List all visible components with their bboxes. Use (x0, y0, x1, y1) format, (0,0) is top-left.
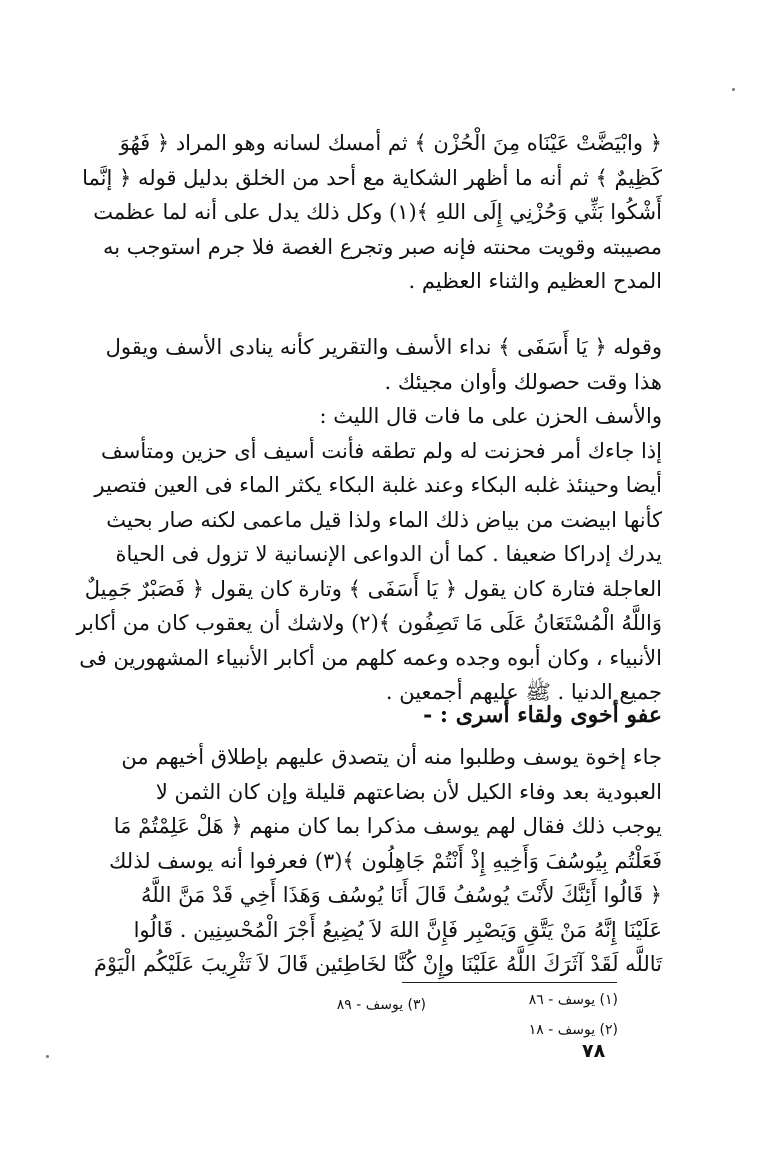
text-line: يدرك إدراكا ضعيفا . كما أن الدواعى الإنسانية لا تزول فى الحياة (115, 542, 662, 566)
footnote-1: (١) يوسف - ٨٦ (528, 992, 618, 1008)
text-line: أَشْكُوا بَثِّي وَحُزْنِي إِلَى اللهِ ﴾(١) وكل ذلك يدل على أنه لما عظمت (93, 200, 662, 224)
text-line: والأسف الحزن على ما فات قال الليث : (319, 404, 662, 428)
text-line: فَعَلْتُم بِيُوسُفَ وَأَخِيهِ إِذْ أَنْتُمْ جَاهِلُون ﴾(٣) فعرفوا أنه يوسف لذلك (109, 848, 662, 873)
paragraph-2 (76, 330, 662, 710)
paragraph-1 (82, 126, 662, 299)
footnote-3: (٣) يوسف - ٨٩ (336, 997, 426, 1013)
text-line: وقوله ﴿ يَا أَسَفَى ﴾ نداء الأسف والتقرير كأنه ينادى الأسف ويقول (105, 335, 662, 359)
scan-speck (46, 1055, 49, 1058)
text-line: وَاللَّهُ الْمُسْتَعَانُ عَلَى مَا تَصِفُون ﴾(٢) ولاشك أن يعقوب كان من أكابر (76, 611, 662, 635)
paragraph-3 (93, 740, 662, 982)
text-line: جميع الدنيا . ﷺ عليهم أجمعين . (385, 680, 662, 704)
text-line: إذا جاءك أمر فحزنت له ولم تطقه فأنت أسيف أى حزين ومتأسف (101, 438, 662, 463)
text-line: يوجب ذلك فقال لهم يوسف مذكرا بما كان منهم ﴿ هَلْ عَلِمْتُمْ مَا (113, 814, 662, 838)
text-line: تَاللَّه لَقَدْ آثَرَكَ اللَّهُ عَلَيْنَا وإِنْ كُنَّا لخَاطِئين قَالَ لاَ تَثْرِيبَ عَلَيْكُم الْيَوْمَ (93, 952, 662, 976)
text-line: الأنبياء ، وكان أبوه وجده وعمه كلهم من أكابر الأنبياء المشهورين فى (79, 645, 662, 670)
footnote-2: (٢) يوسف - ١٨ (528, 1022, 618, 1038)
text-line: كأنها ابيضت من بياض ذلك الماء ولذا قيل ماعمى لكنه صار بحيث (106, 507, 662, 532)
footnote-divider (402, 982, 617, 983)
text-line: أيضا وحينئذ غلبه البكاء وعند غلبة البكاء يكثر الماء فى العين فتصير (94, 473, 662, 497)
scan-speck (732, 88, 735, 91)
section-heading: عفو أخوى ولقاء أسرى : - (423, 702, 662, 728)
page-number: ٧٨ (582, 1040, 606, 1062)
text-line: المدح العظيم والثناء العظيم . (408, 269, 662, 293)
text-line: هذا وقت حصولك وأوان مجيئك . (384, 369, 662, 394)
text-line: ﴿ قَالُوا أَئِنَّكَ لأَنْتَ يُوسُفُ قَالَ أَنَا يُوسُف وَهَذَا أَخِي قَدْ مَنَّ اللَّهُ (140, 883, 662, 907)
text-line: العاجلة فتارة كان يقول ﴿ يَا أَسَفَى ﴾ وتارة كان يقول ﴿ فَصَبْرٌ جَمِيلٌ (84, 576, 662, 601)
text-line: ﴿ وابْيَضَّتْ عَيْنَاه مِنَ الْحُزْن ﴾ ثم أمسك لسانه وهو المراد ﴿ فَهُوَ (119, 131, 662, 155)
text-line: مصيبته وقويت محنته فإنه صبر وتجرع الغصة فلا جرم استوجب به (103, 234, 662, 259)
text-line: جاء إخوة يوسف وطلبوا منه أن يتصدق عليهم بإطلاق أخيهم من (121, 745, 662, 769)
text-line: كَظِيمٌ ﴾ ثم أنه ما أظهر الشكاية مع أحد من الخلق بدليل قوله ﴿ إنَّما (82, 165, 662, 190)
text-line: العبودية بعد وفاء الكيل لأن بضاعتهم قليلة وإن كان الثمن لا (155, 779, 662, 804)
text-line: عَلَيْنَا إِنَّهُ مَنْ يَتَّقِ وَيَصْبِر فَإِنَّ اللهَ لاَ يُضِيعُ أَجْرَ الْمُحْسِنِين . قَالُوا (133, 917, 662, 942)
